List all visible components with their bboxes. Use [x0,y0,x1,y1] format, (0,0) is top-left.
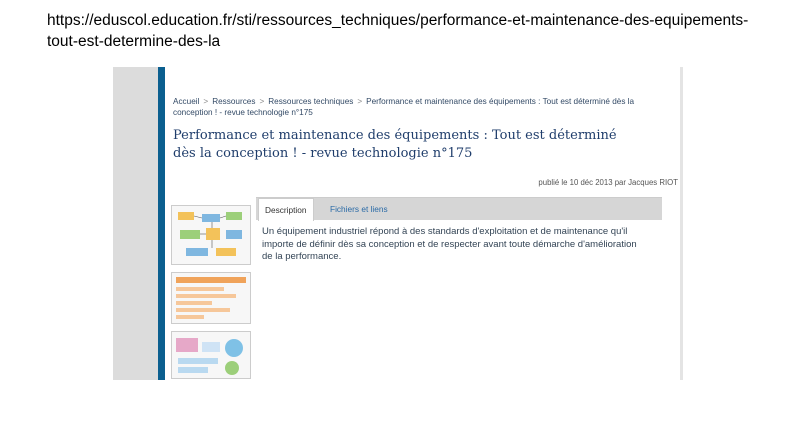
breadcrumb-separator: > [203,97,209,106]
breadcrumb-techniques-link[interactable]: Ressources techniques [268,97,354,106]
schema-icon [172,332,250,378]
right-scroll-edge [680,67,683,380]
url-caption: https://eduscol.education.fr/sti/ressources_techniques/performance-et-maintenance-des-equipements-tout-est-determine-des-la [47,12,749,50]
breadcrumb-ressources-link[interactable]: Ressources [212,97,256,106]
diagram-thumbnail[interactable] [171,205,251,265]
bar-chart-icon [172,273,250,323]
flow-diagram-icon [172,206,250,264]
brand-blue-bar [158,67,165,380]
breadcrumb-separator: > [357,97,363,106]
schema-thumbnail[interactable] [171,331,251,379]
breadcrumb [173,96,653,118]
tab-bar [256,197,662,220]
breadcrumb-separator: > [259,97,265,106]
left-gray-rail [113,67,158,380]
screenshot [113,67,683,380]
description-text: Un équipement industriel répond à des standards d'exploitation et de maintenance qu'il importe de définir dès sa conception et de respecter avant toute démarche d'amélioration de la performance. [262,226,637,262]
publication-meta: publié le 10 déc 2013 par Jacques RIOT [538,178,678,187]
breadcrumb-current: Performance et maintenance des équipements : Tout est déterminé dès la conception ! - revue technologie n°175 [173,97,635,117]
page-title: Performance et maintenance des équipements : Tout est déterminé dès la conception ! - revue technologie n°175 [173,128,617,161]
chart-thumbnail[interactable] [171,272,251,324]
tab-fichiers-et-liens[interactable]: Fichiers et liens [330,204,388,214]
thumbnail-column [171,205,251,380]
tab-description[interactable]: Description [258,198,314,221]
breadcrumb-home-link[interactable]: Accueil [173,97,200,106]
